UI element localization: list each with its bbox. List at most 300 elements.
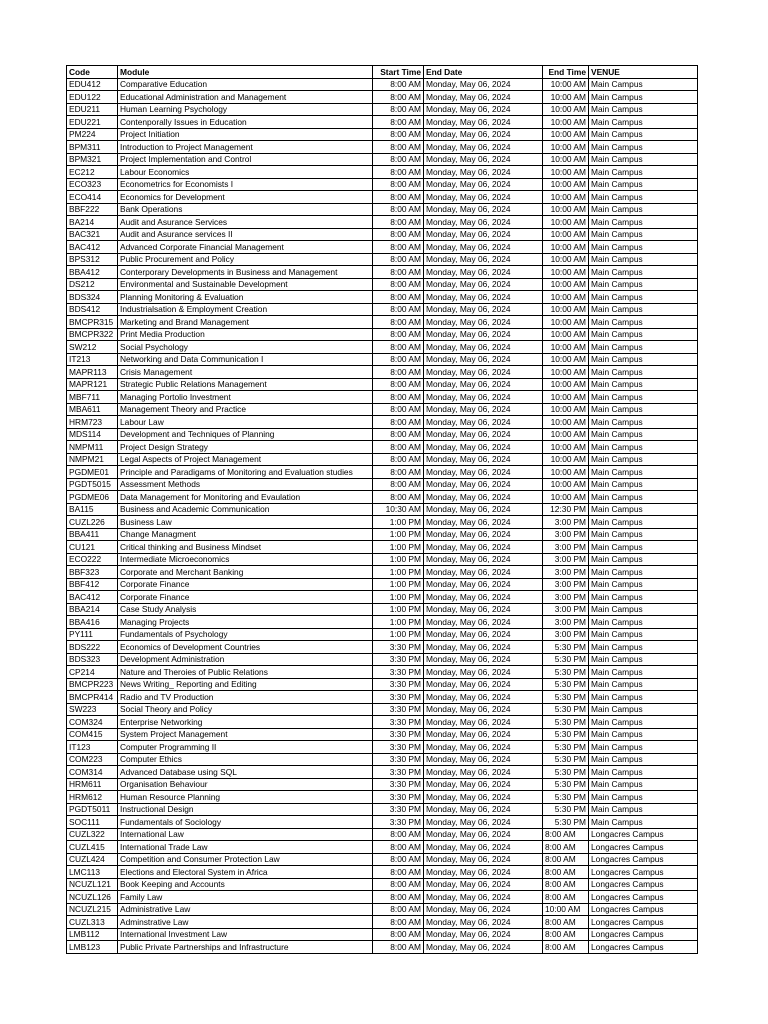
table-row [67, 691, 698, 704]
start-time-cell: 8:00 AM [373, 391, 424, 404]
header-row [67, 66, 698, 79]
module-cell: Competition and Consumer Protection Law [118, 853, 373, 866]
venue-cell: Main Campus [589, 478, 698, 491]
module-cell: Labour Law [118, 416, 373, 429]
code-cell: BPM321 [67, 153, 118, 166]
code-cell: BMCPR223 [67, 678, 118, 691]
end-date-cell: Monday, May 06, 2024 [424, 603, 543, 616]
module-cell: Corporate and Merchant Banking [118, 566, 373, 579]
table-row [67, 566, 698, 579]
table-row [67, 453, 698, 466]
module-cell: Project Design Strategy [118, 441, 373, 454]
venue-cell: Main Campus [589, 278, 698, 291]
end-time-cell: 10:00 AM [543, 353, 589, 366]
venue-cell: Main Campus [589, 428, 698, 441]
module-cell: Audit and Asurance services II [118, 228, 373, 241]
end-date-cell: Monday, May 06, 2024 [424, 591, 543, 604]
end-time-cell: 10:00 AM [543, 103, 589, 116]
module-cell: Organisation Behaviour [118, 778, 373, 791]
module-cell: Radio and TV Production [118, 691, 373, 704]
venue-cell: Longacres Campus [589, 866, 698, 879]
venue-cell: Main Campus [589, 141, 698, 154]
table-row [67, 616, 698, 629]
venue-cell: Main Campus [589, 191, 698, 204]
start-time-cell: 8:00 AM [373, 291, 424, 304]
end-time-cell: 10:00 AM [543, 78, 589, 91]
start-time-cell: 8:00 AM [373, 428, 424, 441]
end-date-cell: Monday, May 06, 2024 [424, 528, 543, 541]
table-row [67, 766, 698, 779]
venue-cell: Main Campus [589, 453, 698, 466]
end-date-cell: Monday, May 06, 2024 [424, 403, 543, 416]
table-row [67, 416, 698, 429]
start-time-cell: 8:00 AM [373, 228, 424, 241]
module-cell: Business Law [118, 516, 373, 529]
start-time-cell: 8:00 AM [373, 216, 424, 229]
start-time-cell: 8:00 AM [373, 441, 424, 454]
venue-cell: Main Campus [589, 228, 698, 241]
start-time-cell: 8:00 AM [373, 203, 424, 216]
venue-cell: Longacres Campus [589, 916, 698, 929]
start-time-cell: 8:00 AM [373, 141, 424, 154]
code-cell: NCUZL126 [67, 891, 118, 904]
end-time-cell: 10:00 AM [543, 116, 589, 129]
end-time-cell: 10:00 AM [543, 303, 589, 316]
end-time-cell: 10:00 AM [543, 341, 589, 354]
venue-cell: Main Campus [589, 753, 698, 766]
code-cell: SW212 [67, 341, 118, 354]
end-time-cell: 10:00 AM [543, 128, 589, 141]
module-cell: Human Resource Planning [118, 791, 373, 804]
module-cell: International Trade Law [118, 841, 373, 854]
venue-cell: Longacres Campus [589, 891, 698, 904]
start-time-cell: 3:30 PM [373, 666, 424, 679]
module-cell: Principle and Paradigams of Monitoring and Evaluation studies [118, 466, 373, 479]
venue-cell: Main Campus [589, 691, 698, 704]
module-cell: Bank Operations [118, 203, 373, 216]
start-time-cell: 3:30 PM [373, 691, 424, 704]
code-cell: NCUZL215 [67, 903, 118, 916]
venue-cell: Longacres Campus [589, 841, 698, 854]
end-date-cell: Monday, May 06, 2024 [424, 516, 543, 529]
table-row [67, 903, 698, 916]
venue-cell: Main Campus [589, 778, 698, 791]
start-time-cell: 8:00 AM [373, 916, 424, 929]
code-cell: CU121 [67, 541, 118, 554]
venue-cell: Longacres Campus [589, 853, 698, 866]
end-date-cell: Monday, May 06, 2024 [424, 878, 543, 891]
end-date-cell: Monday, May 06, 2024 [424, 691, 543, 704]
end-time-cell: 5:30 PM [543, 703, 589, 716]
table-row [67, 253, 698, 266]
start-time-cell: 1:00 PM [373, 591, 424, 604]
table-row [67, 128, 698, 141]
table-row [67, 478, 698, 491]
code-cell: PGDME01 [67, 466, 118, 479]
module-cell: Public Private Partnerships and Infrastructure [118, 941, 373, 954]
end-date-cell: Monday, May 06, 2024 [424, 103, 543, 116]
end-date-cell: Monday, May 06, 2024 [424, 291, 543, 304]
end-time-cell: 5:30 PM [543, 741, 589, 754]
end-date-cell: Monday, May 06, 2024 [424, 78, 543, 91]
end-time-cell: 3:00 PM [543, 578, 589, 591]
table-row [67, 891, 698, 904]
end-time-cell: 10:00 AM [543, 441, 589, 454]
end-date-cell: Monday, May 06, 2024 [424, 303, 543, 316]
table-row [67, 491, 698, 504]
venue-cell: Main Campus [589, 416, 698, 429]
end-time-cell: 10:00 AM [543, 241, 589, 254]
table-row [67, 528, 698, 541]
code-cell: BPS312 [67, 253, 118, 266]
code-cell: CUZL415 [67, 841, 118, 854]
start-time-cell: 8:00 AM [373, 328, 424, 341]
venue-cell: Longacres Campus [589, 928, 698, 941]
module-cell: Assessment Methods [118, 478, 373, 491]
end-date-cell: Monday, May 06, 2024 [424, 578, 543, 591]
venue-cell: Main Campus [589, 716, 698, 729]
end-time-cell: 3:00 PM [543, 541, 589, 554]
table-row [67, 703, 698, 716]
code-cell: BBF323 [67, 566, 118, 579]
table-row [67, 503, 698, 516]
code-cell: IT123 [67, 741, 118, 754]
table-row [67, 178, 698, 191]
module-cell: Educational Administration and Management [118, 91, 373, 104]
venue-cell: Main Campus [589, 303, 698, 316]
code-cell: DS212 [67, 278, 118, 291]
end-time-cell: 10:00 AM [543, 91, 589, 104]
header-start-time: Start Time [373, 66, 424, 79]
module-cell: Development Administration [118, 653, 373, 666]
end-date-cell: Monday, May 06, 2024 [424, 653, 543, 666]
end-date-cell: Monday, May 06, 2024 [424, 216, 543, 229]
end-date-cell: Monday, May 06, 2024 [424, 628, 543, 641]
table-row [67, 753, 698, 766]
end-time-cell: 5:30 PM [543, 778, 589, 791]
start-time-cell: 1:00 PM [373, 528, 424, 541]
venue-cell: Longacres Campus [589, 878, 698, 891]
start-time-cell: 8:00 AM [373, 353, 424, 366]
start-time-cell: 1:00 PM [373, 603, 424, 616]
table-row [67, 578, 698, 591]
end-time-cell: 5:30 PM [543, 653, 589, 666]
table-row [67, 553, 698, 566]
start-time-cell: 8:00 AM [373, 928, 424, 941]
table-row [67, 603, 698, 616]
venue-cell: Main Campus [589, 291, 698, 304]
venue-cell: Main Campus [589, 528, 698, 541]
end-time-cell: 8:00 AM [543, 928, 589, 941]
end-time-cell: 5:30 PM [543, 803, 589, 816]
venue-cell: Main Campus [589, 678, 698, 691]
venue-cell: Main Campus [589, 491, 698, 504]
code-cell: HRM611 [67, 778, 118, 791]
module-cell: Data Management for Monitoring and Evaulation [118, 491, 373, 504]
start-time-cell: 8:00 AM [373, 253, 424, 266]
module-cell: Advanced Database using SQL [118, 766, 373, 779]
code-cell: CUZL313 [67, 916, 118, 929]
table-row [67, 816, 698, 829]
end-date-cell: Monday, May 06, 2024 [424, 741, 543, 754]
end-date-cell: Monday, May 06, 2024 [424, 541, 543, 554]
end-date-cell: Monday, May 06, 2024 [424, 553, 543, 566]
end-time-cell: 10:00 AM [543, 178, 589, 191]
start-time-cell: 3:30 PM [373, 728, 424, 741]
table-row [67, 666, 698, 679]
table-row [67, 303, 698, 316]
code-cell: EC212 [67, 166, 118, 179]
end-date-cell: Monday, May 06, 2024 [424, 91, 543, 104]
start-time-cell: 8:00 AM [373, 866, 424, 879]
start-time-cell: 8:00 AM [373, 116, 424, 129]
code-cell: PY111 [67, 628, 118, 641]
start-time-cell: 8:00 AM [373, 166, 424, 179]
table-row [67, 941, 698, 954]
venue-cell: Main Campus [589, 728, 698, 741]
table-row [67, 391, 698, 404]
module-cell: Computer Ethics [118, 753, 373, 766]
start-time-cell: 8:00 AM [373, 491, 424, 504]
module-cell: Planning Monitoring & Evaluation [118, 291, 373, 304]
module-cell: Social Theory and Policy [118, 703, 373, 716]
venue-cell: Main Campus [589, 241, 698, 254]
module-cell: Marketing and Brand Management [118, 316, 373, 329]
venue-cell: Main Campus [589, 603, 698, 616]
end-date-cell: Monday, May 06, 2024 [424, 928, 543, 941]
end-date-cell: Monday, May 06, 2024 [424, 728, 543, 741]
table-row [67, 141, 698, 154]
start-time-cell: 8:00 AM [373, 366, 424, 379]
start-time-cell: 1:00 PM [373, 553, 424, 566]
end-time-cell: 10:00 AM [543, 141, 589, 154]
start-time-cell: 10:30 AM [373, 503, 424, 516]
start-time-cell: 1:00 PM [373, 616, 424, 629]
start-time-cell: 8:00 AM [373, 478, 424, 491]
end-date-cell: Monday, May 06, 2024 [424, 853, 543, 866]
venue-cell: Longacres Campus [589, 903, 698, 916]
code-cell: CP214 [67, 666, 118, 679]
end-date-cell: Monday, May 06, 2024 [424, 641, 543, 654]
end-time-cell: 10:00 AM [543, 191, 589, 204]
venue-cell: Main Campus [589, 391, 698, 404]
start-time-cell: 8:00 AM [373, 378, 424, 391]
venue-cell: Main Campus [589, 128, 698, 141]
module-cell: Project Initiation [118, 128, 373, 141]
code-cell: MDS114 [67, 428, 118, 441]
table-row [67, 153, 698, 166]
end-date-cell: Monday, May 06, 2024 [424, 228, 543, 241]
end-time-cell: 8:00 AM [543, 853, 589, 866]
end-time-cell: 10:00 AM [543, 453, 589, 466]
venue-cell: Main Campus [589, 703, 698, 716]
code-cell: NMPM11 [67, 441, 118, 454]
venue-cell: Main Campus [589, 503, 698, 516]
table-row [67, 103, 698, 116]
end-date-cell: Monday, May 06, 2024 [424, 416, 543, 429]
table-row [67, 341, 698, 354]
end-time-cell: 10:00 AM [543, 166, 589, 179]
end-date-cell: Monday, May 06, 2024 [424, 678, 543, 691]
module-cell: International Law [118, 828, 373, 841]
end-date-cell: Monday, May 06, 2024 [424, 241, 543, 254]
start-time-cell: 3:30 PM [373, 716, 424, 729]
venue-cell: Main Campus [589, 116, 698, 129]
code-cell: MBF711 [67, 391, 118, 404]
end-time-cell: 5:30 PM [543, 791, 589, 804]
venue-cell: Main Campus [589, 653, 698, 666]
table-row [67, 291, 698, 304]
venue-cell: Main Campus [589, 803, 698, 816]
module-cell: Intermediate Microeconomics [118, 553, 373, 566]
table-row [67, 541, 698, 554]
start-time-cell: 1:00 PM [373, 516, 424, 529]
table-row [67, 278, 698, 291]
end-time-cell: 10:00 AM [543, 478, 589, 491]
module-cell: Family Law [118, 891, 373, 904]
module-cell: Change Managment [118, 528, 373, 541]
start-time-cell: 8:00 AM [373, 891, 424, 904]
module-cell: Instructional Design [118, 803, 373, 816]
module-cell: Networking and Data Communication I [118, 353, 373, 366]
end-time-cell: 10:00 AM [543, 416, 589, 429]
start-time-cell: 3:30 PM [373, 791, 424, 804]
end-time-cell: 8:00 AM [543, 866, 589, 879]
code-cell: BPM311 [67, 141, 118, 154]
start-time-cell: 8:00 AM [373, 903, 424, 916]
module-cell: Critical thinking and Business Mindset [118, 541, 373, 554]
module-cell: Book Keeping and Accounts [118, 878, 373, 891]
end-date-cell: Monday, May 06, 2024 [424, 316, 543, 329]
header-end-date: End Date [424, 66, 543, 79]
end-time-cell: 8:00 AM [543, 891, 589, 904]
end-time-cell: 10:00 AM [543, 253, 589, 266]
code-cell: BMCPR414 [67, 691, 118, 704]
end-time-cell: 10:00 AM [543, 378, 589, 391]
start-time-cell: 8:00 AM [373, 841, 424, 854]
start-time-cell: 3:30 PM [373, 816, 424, 829]
start-time-cell: 8:00 AM [373, 416, 424, 429]
module-cell: Legal Aspects of Project Management [118, 453, 373, 466]
venue-cell: Main Campus [589, 566, 698, 579]
module-cell: Nature and Theroies of Public Relations [118, 666, 373, 679]
module-cell: Managing Projects [118, 616, 373, 629]
code-cell: SOC111 [67, 816, 118, 829]
end-date-cell: Monday, May 06, 2024 [424, 828, 543, 841]
code-cell: BAC321 [67, 228, 118, 241]
code-cell: SW223 [67, 703, 118, 716]
end-date-cell: Monday, May 06, 2024 [424, 328, 543, 341]
module-cell: Business and Academic Communication [118, 503, 373, 516]
start-time-cell: 8:00 AM [373, 941, 424, 954]
module-cell: Introduction to Project Management [118, 141, 373, 154]
end-date-cell: Monday, May 06, 2024 [424, 778, 543, 791]
venue-cell: Main Campus [589, 441, 698, 454]
end-date-cell: Monday, May 06, 2024 [424, 891, 543, 904]
code-cell: LMB112 [67, 928, 118, 941]
end-time-cell: 10:00 AM [543, 278, 589, 291]
module-cell: Crisis Management [118, 366, 373, 379]
code-cell: NCUZL121 [67, 878, 118, 891]
code-cell: LMB123 [67, 941, 118, 954]
end-date-cell: Monday, May 06, 2024 [424, 616, 543, 629]
code-cell: EDU211 [67, 103, 118, 116]
venue-cell: Main Campus [589, 153, 698, 166]
start-time-cell: 3:30 PM [373, 741, 424, 754]
venue-cell: Main Campus [589, 253, 698, 266]
end-date-cell: Monday, May 06, 2024 [424, 503, 543, 516]
table-row [67, 403, 698, 416]
module-cell: International Investment Law [118, 928, 373, 941]
module-cell: Managing Portolio Investment [118, 391, 373, 404]
end-time-cell: 5:30 PM [543, 728, 589, 741]
module-cell: Project Implementation and Control [118, 153, 373, 166]
table-row [67, 241, 698, 254]
code-cell: BBA214 [67, 603, 118, 616]
module-cell: Management Theory and Practice [118, 403, 373, 416]
module-cell: Computer Programming II [118, 741, 373, 754]
start-time-cell: 8:00 AM [373, 853, 424, 866]
module-cell: Administrative Law [118, 903, 373, 916]
module-cell: Fundamentals of Psychology [118, 628, 373, 641]
end-time-cell: 3:00 PM [543, 603, 589, 616]
venue-cell: Main Campus [589, 578, 698, 591]
end-date-cell: Monday, May 06, 2024 [424, 116, 543, 129]
module-cell: Corporate Finance [118, 591, 373, 604]
code-cell: IT213 [67, 353, 118, 366]
end-time-cell: 10:00 AM [543, 203, 589, 216]
code-cell: PGDT5015 [67, 478, 118, 491]
module-cell: Social Psychology [118, 341, 373, 354]
end-date-cell: Monday, May 06, 2024 [424, 128, 543, 141]
exam-timetable [66, 65, 698, 954]
table-row [67, 853, 698, 866]
venue-cell: Main Campus [589, 103, 698, 116]
end-time-cell: 12:30 PM [543, 503, 589, 516]
table-row [67, 203, 698, 216]
module-cell: Comparative Education [118, 78, 373, 91]
start-time-cell: 3:30 PM [373, 778, 424, 791]
code-cell: EDU412 [67, 78, 118, 91]
module-cell: Enterprise Networking [118, 716, 373, 729]
end-date-cell: Monday, May 06, 2024 [424, 716, 543, 729]
end-date-cell: Monday, May 06, 2024 [424, 866, 543, 879]
end-time-cell: 3:00 PM [543, 591, 589, 604]
start-time-cell: 1:00 PM [373, 566, 424, 579]
end-date-cell: Monday, May 06, 2024 [424, 191, 543, 204]
code-cell: BA115 [67, 503, 118, 516]
table-row [67, 591, 698, 604]
end-date-cell: Monday, May 06, 2024 [424, 466, 543, 479]
module-cell: Case Study Analysis [118, 603, 373, 616]
start-time-cell: 8:00 AM [373, 341, 424, 354]
table-row [67, 216, 698, 229]
end-date-cell: Monday, May 06, 2024 [424, 391, 543, 404]
table-row [67, 628, 698, 641]
venue-cell: Main Campus [589, 353, 698, 366]
end-date-cell: Monday, May 06, 2024 [424, 166, 543, 179]
code-cell: HRM612 [67, 791, 118, 804]
end-time-cell: 10:00 AM [543, 216, 589, 229]
module-cell: Fundamentals of Sociology [118, 816, 373, 829]
end-time-cell: 5:30 PM [543, 766, 589, 779]
module-cell: Adminstrative Law [118, 916, 373, 929]
end-date-cell: Monday, May 06, 2024 [424, 441, 543, 454]
code-cell: PM224 [67, 128, 118, 141]
start-time-cell: 8:00 AM [373, 878, 424, 891]
table-row [67, 366, 698, 379]
venue-cell: Main Campus [589, 541, 698, 554]
